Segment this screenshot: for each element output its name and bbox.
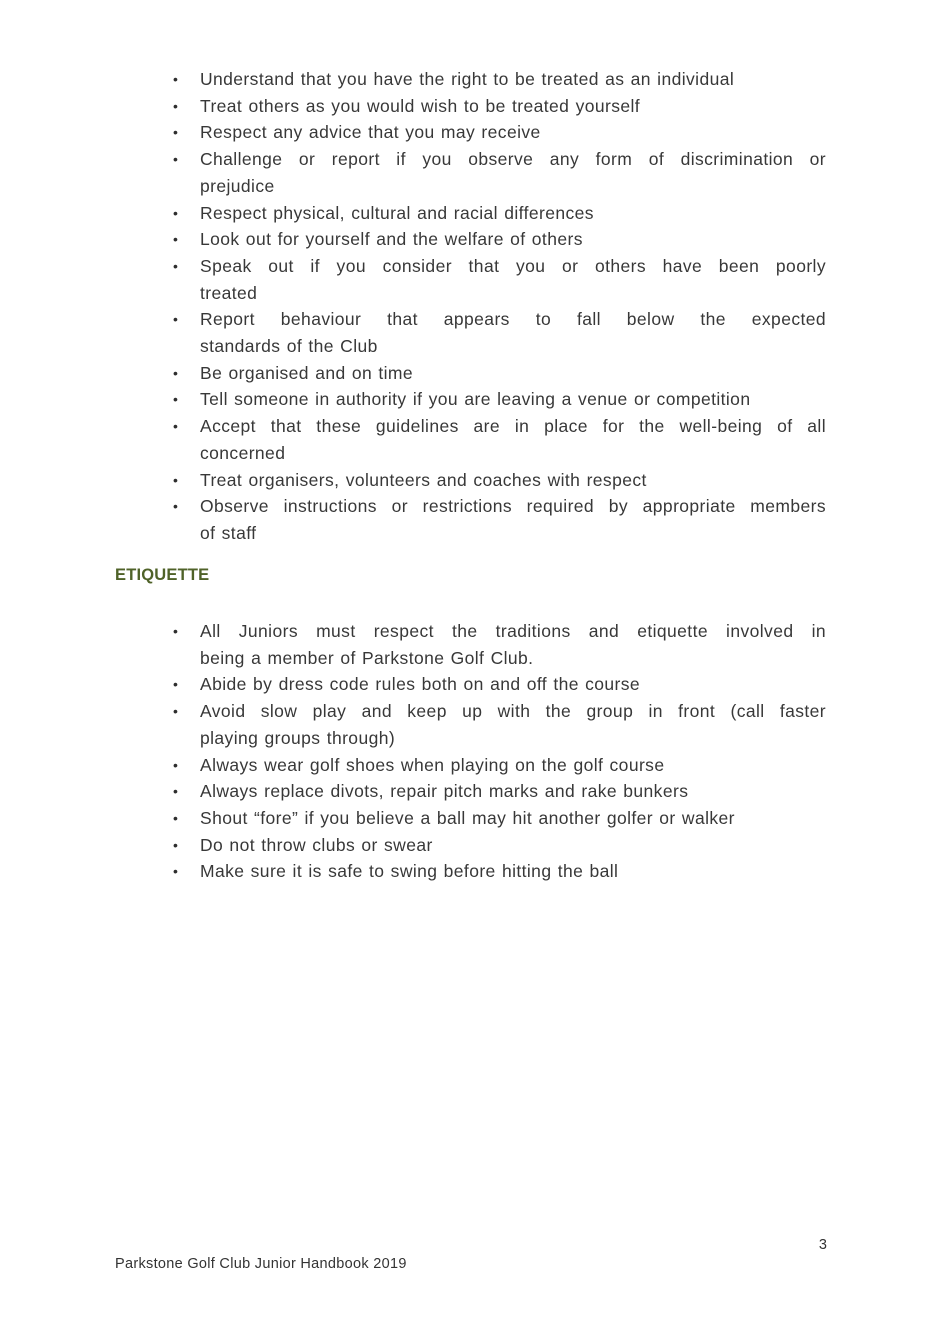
list-item xyxy=(172,671,826,698)
list-item xyxy=(172,493,826,546)
list-item xyxy=(172,66,826,93)
bullet-icon: • xyxy=(173,231,179,248)
list-item xyxy=(172,226,826,253)
bullet-icon: • xyxy=(173,676,179,693)
bullet-icon: • xyxy=(173,836,179,853)
bullet-icon: • xyxy=(173,471,179,488)
list-item-line: Avoid slow play and keep up with the group in front (call faster xyxy=(200,701,826,722)
list-item xyxy=(172,858,826,885)
list-item xyxy=(172,618,826,671)
list-item-line: Tell someone in authority if you are leaving a venue or competition xyxy=(200,389,751,410)
list-item-line: Make sure it is safe to swing before hitting the ball xyxy=(200,861,619,882)
list-item-line: Understand that you have the right to be treated as an individual xyxy=(200,69,735,89)
list-item-line: Speak out if you consider that you or others have been poorly xyxy=(200,255,826,276)
list-item-line: Challenge or report if you observe any form of discrimination or xyxy=(200,149,826,170)
list-item xyxy=(172,752,826,779)
bullet-icon: • xyxy=(173,71,179,87)
bullet-icon: • xyxy=(173,623,179,639)
list-item xyxy=(172,146,826,199)
list-item-line: Respect physical, cultural and racial differences xyxy=(200,202,594,223)
list-item-line: Always replace divots, repair pitch marks and rake bunkers xyxy=(200,781,689,802)
list-item xyxy=(172,778,826,805)
list-item xyxy=(172,698,826,751)
bullet-icon: • xyxy=(173,809,179,826)
list-item-line: concerned xyxy=(200,442,286,463)
list-item-line: Observe instructions or restrictions required by appropriate members xyxy=(200,496,826,517)
bullet-icon: • xyxy=(173,863,179,880)
list-item xyxy=(172,306,826,359)
bullet-icon: • xyxy=(173,257,179,274)
list-item-line: of staff xyxy=(200,522,257,543)
list-item-line: Treat organisers, volunteers and coaches with respect xyxy=(200,469,647,490)
bullet-icon: • xyxy=(173,364,179,381)
code-of-conduct-list xyxy=(172,66,826,547)
list-item xyxy=(172,413,826,466)
list-item-line: playing groups through) xyxy=(200,727,396,748)
bullet-icon: • xyxy=(173,151,179,168)
bullet-icon: • xyxy=(173,783,179,800)
list-item-line: Look out for yourself and the welfare of others xyxy=(200,229,583,250)
etiquette-heading: ETIQUETTE xyxy=(115,566,210,584)
list-item-line: Do not throw clubs or swear xyxy=(200,834,433,855)
bullet-icon: • xyxy=(173,498,179,515)
bullet-icon: • xyxy=(173,391,179,408)
list-item xyxy=(172,119,826,146)
list-item-line: All Juniors must respect the traditions and etiquette involved in xyxy=(200,621,826,641)
list-item xyxy=(172,93,826,120)
list-item-line: Be organised and on time xyxy=(200,362,414,383)
list-item xyxy=(172,360,826,387)
bullet-icon: • xyxy=(173,97,179,114)
bullet-icon: • xyxy=(173,756,179,773)
list-item-line: Report behaviour that appears to fall below the expected xyxy=(200,309,826,330)
list-item-line: Shout “fore” if you believe a ball may hit another golfer or walker xyxy=(200,807,735,828)
list-item-line: being a member of Parkstone Golf Club. xyxy=(200,647,534,668)
list-item-line: Always wear golf shoes when playing on the golf course xyxy=(200,754,665,775)
list-item xyxy=(172,467,826,494)
bullet-icon: • xyxy=(173,204,179,221)
list-item-line: standards of the Club xyxy=(200,336,378,357)
page-number: 3 xyxy=(818,1237,827,1253)
list-item xyxy=(172,386,826,413)
list-item xyxy=(172,200,826,227)
list-item xyxy=(172,805,826,832)
bullet-icon: • xyxy=(173,124,179,141)
etiquette-list xyxy=(172,618,826,885)
list-item xyxy=(172,832,826,859)
list-item-line: Accept that these guidelines are in place for the well-being of all xyxy=(200,416,826,437)
bullet-icon: • xyxy=(173,311,179,328)
list-item-line: Abide by dress code rules both on and off the course xyxy=(200,674,641,695)
footer-doc-title: Parkstone Golf Club Junior Handbook 2019 xyxy=(115,1256,407,1272)
list-item-line: Respect any advice that you may receive xyxy=(200,122,541,143)
bullet-icon: • xyxy=(173,418,179,435)
list-item-line: Treat others as you would wish to be treated yourself xyxy=(200,95,641,116)
list-item xyxy=(172,253,826,306)
list-item-line: prejudice xyxy=(200,175,275,196)
list-item-line: treated xyxy=(200,282,258,303)
bullet-icon: • xyxy=(173,703,179,720)
